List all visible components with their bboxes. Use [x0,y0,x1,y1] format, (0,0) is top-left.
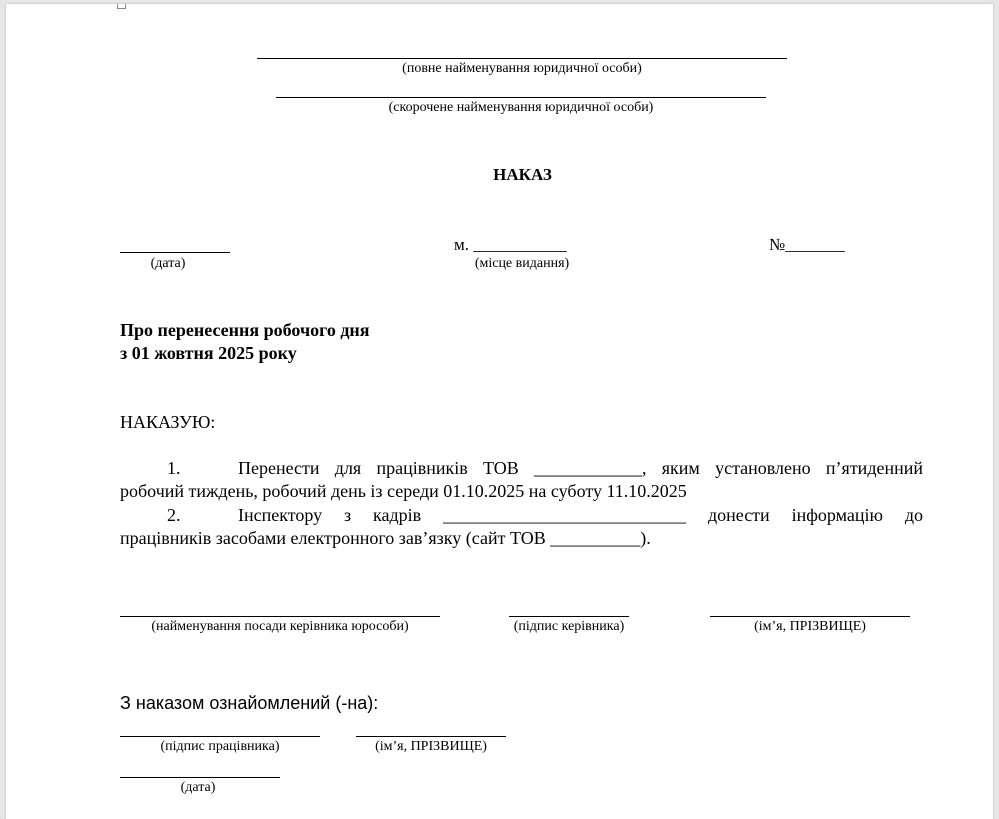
employee-name-line [356,736,506,737]
ack-date-caption: (дата) [180,780,216,795]
ack-date-line [120,777,280,778]
item-1-line-2: робочий тиждень, робочий день із середи 01.10.2025 на суботу 11.10.2025 [120,481,687,501]
subject-line-2: з 01 жовтня 2025 року [120,343,297,363]
employee-signature-line [120,736,320,737]
date-line [120,252,230,253]
subject-line-1: Про перенесення робочого дня [120,320,370,340]
item-2-number: 2. [167,505,181,525]
item-1-line-1: Перенести для працівників ТОВ ____________, яким установлено п’ятиденний [238,458,923,478]
city-field: м. ___________ [454,235,567,254]
number-field: №_______ [769,235,845,254]
signature-caption: (підпис керівника) [513,619,625,634]
position-line [120,616,440,617]
full-name-line [257,58,787,59]
full-name-caption: (повне найменування юридичної особи) [402,61,642,76]
acknowledgement-heading: З наказом ознайомлений (-на): [120,693,379,713]
short-name-caption: (скорочене найменування юридичної особи) [388,100,654,115]
signature-line [509,616,629,617]
short-name-line [276,97,766,98]
order-word: НАКАЗУЮ: [120,412,216,432]
employee-name-caption: (ім’я, ПРІЗВИЩЕ) [375,739,487,754]
employee-signature-caption: (підпис працівника) [160,739,280,754]
item-1-number: 1. [167,458,181,478]
name-caption: (ім’я, ПРІЗВИЩЕ) [754,619,866,634]
document-title: НАКАЗ [493,165,552,184]
page-corner-marker [117,4,126,9]
item-2-line-1: Інспектору з кадрів ___________________________ донести інформацію до [238,505,923,525]
place-caption: (місце видання) [474,256,570,271]
position-caption: (найменування посади керівника юрособи) [151,619,409,634]
document-page [6,4,993,819]
name-line [710,616,910,617]
date-caption: (дата) [150,256,186,271]
item-2-line-2: працівників засобами електронного зав’язку (сайт ТОВ __________). [120,528,651,548]
